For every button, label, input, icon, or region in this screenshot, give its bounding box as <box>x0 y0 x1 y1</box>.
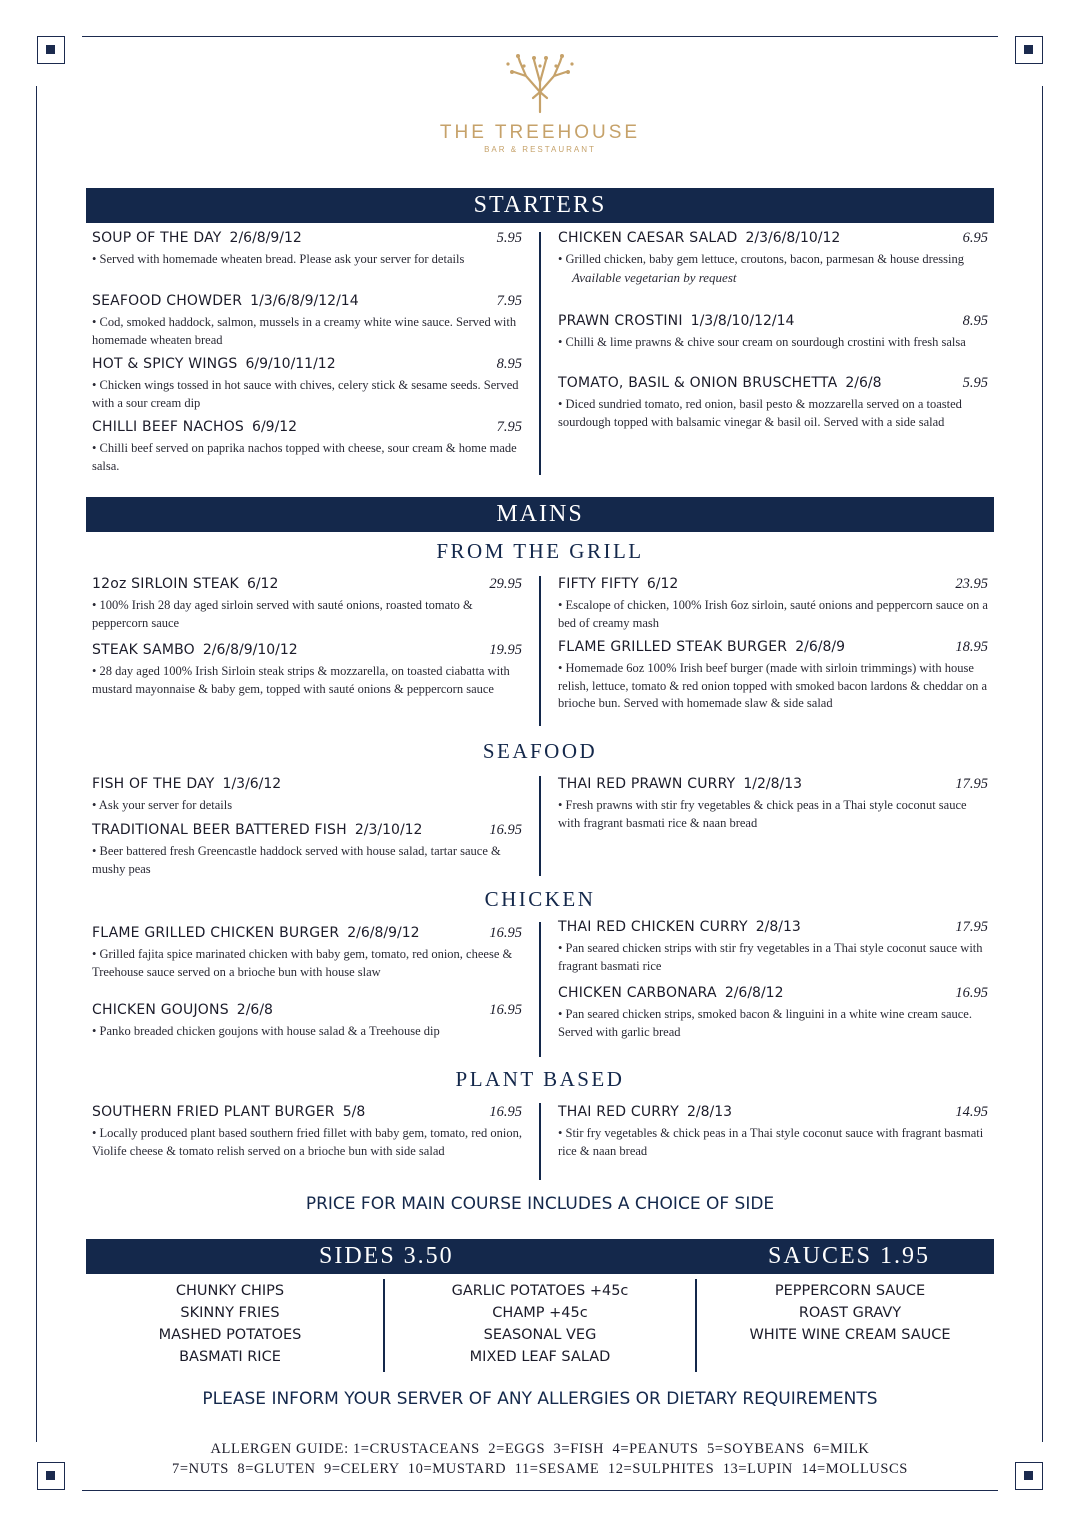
item-price: 7.95 <box>496 293 522 309</box>
item-name: CHICKEN CARBONARA <box>558 985 717 1001</box>
side-item: CHUNKY CHIPS <box>175 1283 285 1299</box>
item-description: • Diced sundried tomato, red onion, basil pesto & mozzarella served on a toasted sourdough topped with balsamic vinegar & basil oil. Served with a side salad <box>558 397 962 429</box>
item-allergens: 6/9/10/11/12 <box>245 356 336 372</box>
menu-item <box>92 822 522 878</box>
item-description: • Chilli beef served on paprika nachos topped with cheese, sour cream & home made salsa. <box>92 441 517 473</box>
item-name: SOUTHERN FRIED PLANT BURGER <box>92 1104 335 1120</box>
menu-item <box>558 1104 988 1160</box>
grill-column-divider <box>539 576 541 726</box>
menu-item <box>92 576 522 632</box>
sauces-list <box>710 1280 990 1346</box>
side-item: SKINNY FRIES <box>180 1305 280 1321</box>
tree-icon <box>500 52 580 114</box>
chicken-column-divider <box>539 922 541 1057</box>
frame-left-line <box>36 86 37 1442</box>
brand-name: THE TREEHOUSE <box>439 122 641 143</box>
item-description: • Escalope of chicken, 100% Irish 6oz sirloin, sauté onions and peppercorn sauce on a bed of creamy mash <box>558 598 988 630</box>
item-description: • Served with homemade wheaten bread. Please ask your server for details <box>92 252 465 266</box>
item-allergens: 1/2/8/13 <box>743 776 803 792</box>
item-description: • Grilled fajita spice marinated chicken with baby gem, tomato, red onion, cheese & Treehouse sauce served on a brioche bun with house slaw <box>92 947 513 979</box>
side-item: CHAMP +45c <box>492 1305 588 1321</box>
item-description: • Fresh prawns with stir fry vegetables & chick peas in a Thai style coconut sauce with fragrant basmati rice & naan bread <box>558 798 967 830</box>
starters-column-divider <box>539 232 541 475</box>
item-price: 6.95 <box>962 230 988 246</box>
item-description: • Ask your server for details <box>92 798 233 812</box>
item-allergens: 2/6/8/9/10/12 <box>202 642 298 658</box>
menu-item <box>92 356 522 412</box>
item-price: 16.95 <box>955 985 988 1001</box>
item-name: FLAME GRILLED CHICKEN BURGER <box>92 925 340 941</box>
allergy-notice: PLEASE INFORM YOUR SERVER OF ANY ALLERGIES OR DIETARY REQUIREMENTS <box>202 1389 878 1409</box>
item-price: 7.95 <box>496 419 522 435</box>
seafood-column-divider <box>539 776 541 876</box>
menu-item <box>558 576 988 632</box>
plant-based-heading: PLANT BASED <box>455 1067 625 1091</box>
menu-item <box>558 375 988 431</box>
item-price: 18.95 <box>955 639 988 655</box>
sides-divider-1 <box>383 1279 385 1372</box>
side-item: BASMATI RICE <box>179 1349 281 1365</box>
side-item: SEASONAL VEG <box>483 1327 597 1343</box>
item-price: 17.95 <box>955 776 988 792</box>
sides-list-1 <box>100 1280 360 1368</box>
sides-sauces-header <box>86 1239 994 1274</box>
item-allergens: 2/6/8/9/12 <box>229 230 302 246</box>
brand-logo <box>0 52 1080 154</box>
seafood-heading: SEAFOOD <box>482 739 598 763</box>
item-note: Available vegetarian by request <box>572 269 737 285</box>
item-allergens: 2/6/8 <box>845 375 882 391</box>
sides-list-2 <box>400 1280 680 1368</box>
item-name: THAI RED PRAWN CURRY <box>558 776 736 792</box>
allergen-guide-line-2: 7=NUTS 8=GLUTEN 9=CELERY 10=MUSTARD 11=SESAME 12=SULPHITES 13=LUPIN 14=MOLLUSCS <box>172 1461 908 1477</box>
item-description: • Chicken wings tossed in hot sauce with chives, celery stick & sesame seeds. Served with a sour cream dip <box>92 378 519 410</box>
allergen-guide <box>0 1439 1080 1479</box>
menu-item <box>558 919 988 975</box>
item-price: 16.95 <box>489 1104 522 1120</box>
item-description: • 28 day aged 100% Irish Sirloin steak strips & mozzarella, on toasted ciabatta with mustard mayonnaise & baby gem, topped with sauté onions & peppercorn sauce <box>92 664 510 696</box>
item-description: • Stir fry vegetables & chick peas in a Thai style coconut sauce with fragrant basmati rice & naan bread <box>558 1126 984 1158</box>
item-allergens: 2/8/13 <box>755 919 801 935</box>
menu-item <box>92 1104 522 1160</box>
item-description: • Beer battered fresh Greencastle haddock served with house salad, tartar sauce & mushy peas <box>92 844 501 876</box>
item-allergens: 6/9/12 <box>252 419 298 435</box>
menu-item <box>92 293 522 349</box>
item-allergens: 2/8/13 <box>686 1104 733 1120</box>
item-allergens: 6/12 <box>246 576 279 592</box>
item-name: FIFTY FIFTY <box>558 576 639 592</box>
item-name: TOMATO, BASIL & ONION BRUSCHETTA <box>558 375 838 391</box>
menu-item <box>558 313 988 352</box>
item-name: HOT & SPICY WINGS <box>92 356 238 372</box>
sides-divider-2 <box>695 1279 697 1372</box>
item-price: 29.95 <box>489 576 522 592</box>
menu-item <box>92 1002 522 1041</box>
item-description: • Panko breaded chicken goujons with house salad & a Treehouse dip <box>92 1024 440 1038</box>
item-price: 5.95 <box>496 230 522 246</box>
frame-top-line <box>82 36 998 37</box>
item-name: CHILLI BEEF NACHOS <box>92 419 245 435</box>
side-item: MASHED POTATOES <box>158 1327 302 1343</box>
menu-item <box>558 776 988 832</box>
item-description: • Cod, smoked haddock, salmon, mussels in a creamy white wine sauce. Served with homemade wheaten bread <box>92 315 517 347</box>
item-name: CHICKEN GOUJONS <box>92 1002 229 1018</box>
item-allergens: 2/6/8/9 <box>795 639 845 655</box>
item-price: 16.95 <box>489 1002 522 1018</box>
item-name: PRAWN CROSTINI <box>558 313 683 329</box>
side-item: MIXED LEAF SALAD <box>469 1349 611 1365</box>
item-price: 8.95 <box>962 313 988 329</box>
item-name: THAI RED CURRY <box>558 1104 679 1120</box>
grill-heading: FROM THE GRILL <box>436 539 644 563</box>
sauces-title: SAUCES 1.95 <box>768 1243 931 1269</box>
item-allergens: 2/3/10/12 <box>354 822 423 838</box>
menu-item <box>92 642 522 698</box>
chicken-heading: CHICKEN <box>484 887 596 911</box>
mains-header: MAINS <box>86 497 994 532</box>
starters-header: STARTERS <box>86 188 994 223</box>
item-price: 8.95 <box>496 356 522 372</box>
brand-tagline: BAR & RESTAURANT <box>484 145 596 154</box>
item-name: SEAFOOD CHOWDER <box>92 293 243 309</box>
menu-item <box>92 776 522 815</box>
item-allergens: 1/3/6/12 <box>222 776 282 792</box>
item-allergens: 2/6/8/9/12 <box>347 925 420 941</box>
item-name: STEAK SAMBO <box>92 642 195 658</box>
menu-item <box>558 230 988 287</box>
item-name: FLAME GRILLED STEAK BURGER <box>558 639 788 655</box>
item-name: CHICKEN CAESAR SALAD <box>558 230 738 246</box>
item-price: 16.95 <box>489 925 522 941</box>
item-price: 17.95 <box>955 919 988 935</box>
item-allergens: 1/3/8/10/12/14 <box>690 313 795 329</box>
sauce-item: ROAST GRAVY <box>798 1305 902 1321</box>
item-description: • Grilled chicken, baby gem lettuce, croutons, bacon, parmesan & house dressing <box>558 252 964 266</box>
item-allergens: 1/3/6/8/9/12/14 <box>250 293 359 309</box>
item-name: FISH OF THE DAY <box>92 776 215 792</box>
sauce-item: WHITE WINE CREAM SAUCE <box>749 1327 951 1343</box>
frame-bottom-line <box>82 1490 998 1491</box>
side-item: GARLIC POTATOES +45c <box>451 1283 629 1299</box>
menu-item <box>92 230 522 269</box>
item-allergens: 5/8 <box>342 1104 366 1120</box>
item-name: THAI RED CHICKEN CURRY <box>558 919 748 935</box>
item-price: 14.95 <box>955 1104 988 1120</box>
sauce-item: PEPPERCORN SAUCE <box>774 1283 926 1299</box>
item-price: 16.95 <box>489 822 522 838</box>
item-description: • Pan seared chicken strips, smoked bacon & linguini in a white wine cream sauce. Served with garlic bread <box>558 1007 972 1039</box>
item-allergens: 2/6/8 <box>236 1002 273 1018</box>
frame-right-line <box>1042 86 1043 1442</box>
item-price: 5.95 <box>962 375 988 391</box>
item-name: 12oz SIRLOIN STEAK <box>92 576 239 592</box>
item-allergens: 2/6/8/12 <box>724 985 784 1001</box>
menu-item <box>92 419 522 475</box>
menu-item <box>558 985 988 1041</box>
item-name: TRADITIONAL BEER BATTERED FISH <box>92 822 347 838</box>
item-description: • Locally produced plant based southern fried fillet with baby gem, tomato, red onion, Violife cheese & tomato relish served on a brioche bun with side salad <box>92 1126 522 1158</box>
sides-title: SIDES 3.50 <box>319 1243 454 1269</box>
item-name: SOUP OF THE DAY <box>92 230 222 246</box>
item-allergens: 2/3/6/8/10/12 <box>745 230 841 246</box>
item-allergens: 6/12 <box>646 576 679 592</box>
item-description: • 100% Irish 28 day aged sirloin served with sauté onions, roasted tomato & peppercorn sauce <box>92 598 473 630</box>
item-price: 19.95 <box>489 642 522 658</box>
plant-column-divider <box>539 1103 541 1180</box>
item-description: • Chilli & lime prawns & chive sour cream on sourdough crostini with fresh salsa <box>558 335 966 349</box>
item-description: • Homemade 6oz 100% Irish beef burger (made with sirloin trimmings) with house relish, lettuce, tomato & red onion topped with smoked bacon lardons & cheddar on a brioche bun. Served with homemade slaw & side salad <box>558 661 988 710</box>
side-choice-notice: PRICE FOR MAIN COURSE INCLUDES A CHOICE OF SIDE <box>305 1194 775 1214</box>
allergen-guide-line-1: ALLERGEN GUIDE: 1=CRUSTACEANS 2=EGGS 3=FISH 4=PEANUTS 5=SOYBEANS 6=MILK <box>210 1441 870 1457</box>
menu-item <box>558 639 988 713</box>
item-price: 23.95 <box>955 576 988 592</box>
menu-item <box>92 925 522 981</box>
item-description: • Pan seared chicken strips with stir fry vegetables in a Thai style coconut sauce with fragrant basmati rice <box>558 941 983 973</box>
